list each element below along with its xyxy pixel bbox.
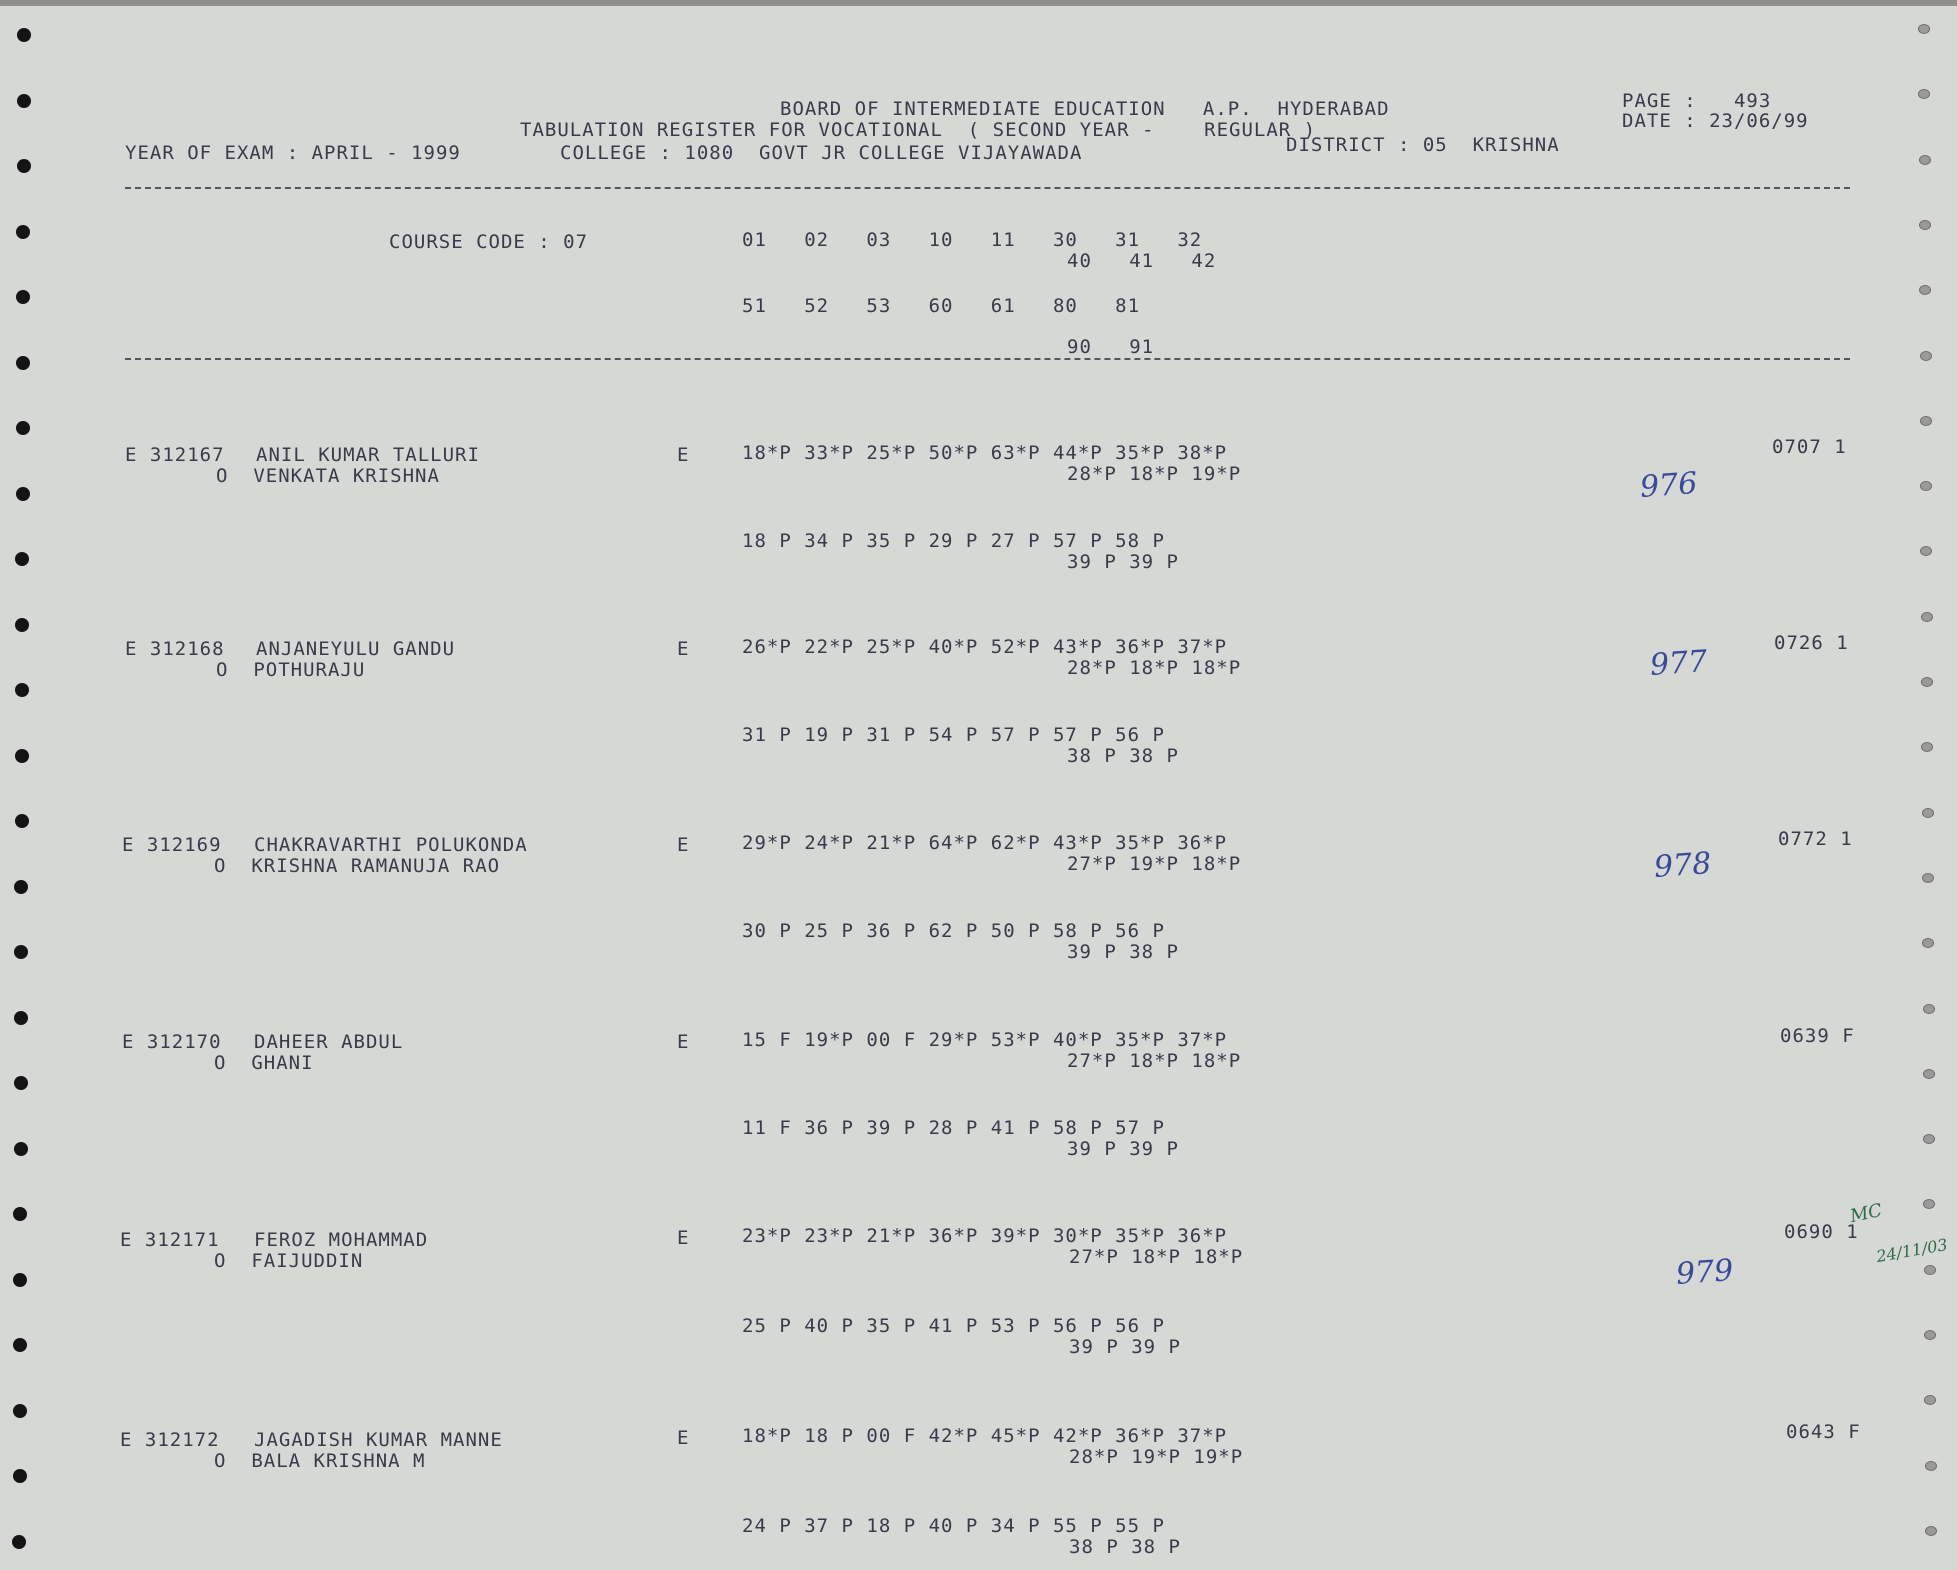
student-record [0,1025,1957,1181]
student-record [0,828,1957,984]
total-result: 0690 1 [1784,1221,1859,1243]
feed-hole [16,421,30,435]
father-name: O GHANI [214,1052,314,1074]
course-code: COURSE CODE : 07 [389,231,589,253]
feed-hole [1922,808,1934,818]
marks-row3: 30 P 25 P 36 P 62 P 50 P 58 P 56 P [742,920,1165,942]
page-number: PAGE : 493 [1622,90,1772,112]
marks-row4: 39 P 38 P [1067,941,1179,963]
feed-hole [16,290,30,304]
marks-row3: 18 P 34 P 35 P 29 P 27 P 57 P 58 P [742,530,1165,552]
medium: E [677,1427,690,1449]
marks-row4: 39 P 39 P [1067,1138,1179,1160]
student-name: FEROZ MOHAMMAD [254,1229,429,1251]
hall-ticket-number: E 312167 [125,444,225,466]
father-name: O FAIJUDDIN [214,1250,364,1272]
father-name: O POTHURAJU [216,659,366,681]
student-name: DAHEER ABDUL [254,1031,404,1053]
marks-row2: 28*P 19*P 19*P [1069,1446,1244,1468]
marks-row1: 18*P 18 P 00 F 42*P 45*P 42*P 36*P 37*P [742,1425,1228,1447]
marks-row3: 31 P 19 P 31 P 54 P 57 P 57 P 56 P [742,724,1165,746]
father-name: O VENKATA KRISHNA [216,465,440,487]
subject-codes-row1: 01 02 03 10 11 30 31 32 [742,229,1203,251]
marks-row4: 38 P 38 P [1069,1536,1181,1558]
student-record [0,436,1957,594]
total-result: 0726 1 [1774,632,1849,654]
print-date: DATE : 23/06/99 [1622,110,1809,132]
feed-hole [15,618,29,632]
feed-hole [1920,351,1932,361]
medium: E [677,1031,690,1053]
marks-row2: 28*P 18*P 19*P [1067,463,1242,485]
marks-row1: 18*P 33*P 25*P 50*P 63*P 44*P 35*P 38*P [742,442,1228,464]
register-sheet [0,6,1957,1570]
feed-hole [15,814,29,828]
marks-row2: 28*P 18*P 18*P [1067,657,1242,679]
marks-row4: 38 P 38 P [1067,745,1179,767]
feed-hole [14,1011,28,1025]
marks-row1: 15 F 19*P 00 F 29*P 53*P 40*P 35*P 37*P [742,1029,1228,1051]
marks-row1: 26*P 22*P 25*P 40*P 52*P 43*P 36*P 37*P [742,636,1228,658]
marks-row3: 11 F 36 P 39 P 28 P 41 P 58 P 57 P [742,1117,1165,1139]
subject-codes-row4: 90 91 [1067,336,1155,358]
total-result: 0643 F [1786,1421,1861,1443]
divider-top [125,187,1850,189]
hall-ticket-number: E 312169 [122,834,222,856]
handwritten-serial: 977 [1648,644,1709,683]
feed-hole [16,225,30,239]
marks-row4: 39 P 39 P [1067,551,1179,573]
marks-row3: 24 P 37 P 18 P 40 P 34 P 55 P 55 P [742,1515,1165,1537]
feed-hole [1919,155,1931,165]
handwritten-serial: 976 [1638,466,1699,505]
medium: E [677,834,690,856]
register-title: TABULATION REGISTER FOR VOCATIONAL ( SECOND YEAR - REGULAR ) [520,119,1317,141]
hall-ticket-number: E 312172 [120,1429,220,1451]
marks-row2: 27*P 19*P 18*P [1067,853,1242,875]
feed-hole [1918,24,1930,34]
feed-hole [1924,1395,1936,1405]
feed-hole [1918,89,1930,99]
feed-hole [1919,220,1931,230]
medium: E [677,638,690,660]
board-title: BOARD OF INTERMEDIATE EDUCATION A.P. HYDERABAD [780,98,1390,120]
father-name: O BALA KRISHNA M [214,1450,426,1472]
hall-ticket-number: E 312171 [120,1229,220,1251]
feed-hole [13,1207,27,1221]
year-of-exam: YEAR OF EXAM : APRIL - 1999 [125,142,461,164]
divider-bottom [125,358,1850,360]
verification-initials: MC [1848,1199,1885,1228]
marks-row3: 25 P 40 P 35 P 41 P 53 P 56 P 56 P [742,1315,1165,1337]
marks-row4: 39 P 39 P [1069,1336,1181,1358]
total-result: 0639 F [1780,1025,1855,1047]
medium: E [677,1227,690,1249]
feed-hole [1923,1004,1935,1014]
feed-hole [1923,1199,1935,1209]
student-name: JAGADISH KUMAR MANNE [254,1429,503,1451]
feed-hole [17,159,31,173]
student-name: ANJANEYULU GANDU [256,638,456,660]
feed-hole [1919,285,1931,295]
feed-hole [13,1404,27,1418]
marks-row2: 27*P 18*P 18*P [1067,1050,1242,1072]
father-name: O KRISHNA RAMANUJA RAO [214,855,501,877]
handwritten-serial: 978 [1652,846,1713,885]
total-result: 0707 1 [1772,436,1847,458]
student-record [0,1421,1957,1569]
feed-hole [1921,612,1933,622]
district-label: DISTRICT : 05 KRISHNA [1286,134,1560,156]
handwritten-serial: 979 [1674,1253,1735,1292]
student-name: ANIL KUMAR TALLURI [256,444,480,466]
student-record [0,1199,1957,1379]
medium: E [677,444,690,466]
feed-hole [17,28,31,42]
hall-ticket-number: E 312168 [125,638,225,660]
student-record [0,632,1957,788]
total-result: 0772 1 [1778,828,1853,850]
feed-hole [17,94,31,108]
verification-date: 24/11/03 [1874,1234,1949,1267]
feed-hole [1920,416,1932,426]
subject-codes-row3: 51 52 53 60 61 80 81 [742,295,1141,317]
marks-row1: 29*P 24*P 21*P 64*P 62*P 43*P 35*P 36*P [742,832,1228,854]
hall-ticket-number: E 312170 [122,1031,222,1053]
feed-hole [16,356,30,370]
college-label: COLLEGE : 1080 GOVT JR COLLEGE VIJAYAWADA [560,142,1083,164]
subject-codes-row2: 40 41 42 [1067,250,1217,272]
marks-row1: 23*P 23*P 21*P 36*P 39*P 30*P 35*P 36*P [742,1225,1228,1247]
marks-row2: 27*P 18*P 18*P [1069,1246,1244,1268]
student-name: CHAKRAVARTHI POLUKONDA [254,834,528,856]
